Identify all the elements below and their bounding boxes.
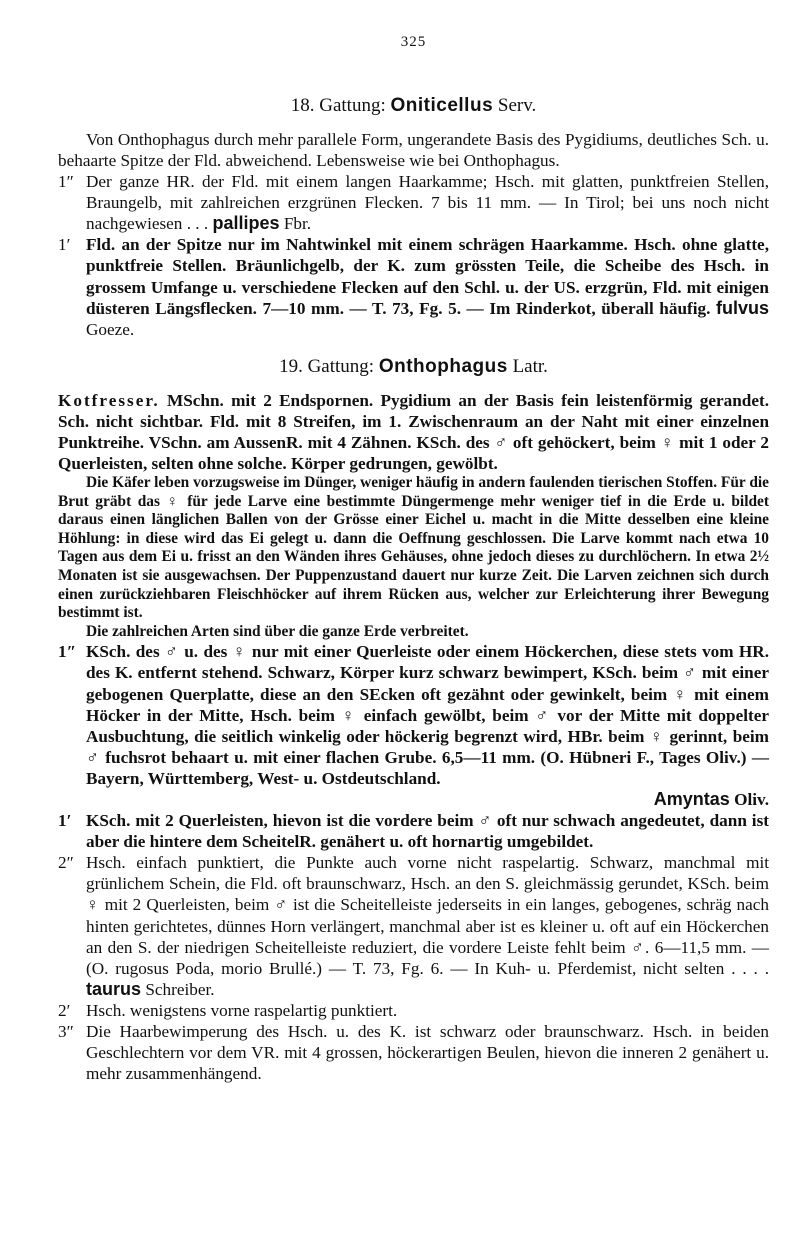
key-text: KSch. mit 2 Querleisten, hievon ist die vordere beim ♂ oft nur schwach angedeutet, dann ist aber die hintere dem ScheitelR. genähert u. oft hornartig umgebildet. <box>86 811 769 852</box>
genus-name: Oniticellus <box>390 95 494 116</box>
key-entry <box>58 852 769 1000</box>
species-name: fulvus <box>716 297 770 318</box>
key-number: 1′ <box>58 811 72 831</box>
key-entry <box>58 1000 769 1021</box>
description-text: MSchn. mit 2 Endspornen. Pygidium an der Basis fein leistenförmig gerandet. Sch. nicht sichtbar. Fld. mit 8 Streifen, im 1. Zwischenraum an der Naht mit einer einzelnen Punktreihe. VSchn. am AussenR. mit 4 Zähnen. KSch. des ♂ oft gehöckert, beim ♀ mit 1 oder 2 Querleisten, selten ohne solche. Körper gedrungen, gewölbt. <box>58 390 769 473</box>
species-author: Schreiber. <box>145 979 215 999</box>
key-number: 2″ <box>58 853 74 873</box>
key-entry <box>58 171 769 234</box>
species-name: Amyntas <box>653 789 730 809</box>
genus-name: Onthophagus <box>378 355 508 377</box>
genus-author: Latr. <box>512 355 548 377</box>
genus-heading-oniticellus <box>58 95 769 117</box>
distribution-paragraph: Die zahlreichen Arten sind über die ganze Erde verbreitet. <box>86 622 469 640</box>
key-text: Hsch. wenigstens vorne raspelartig punktiert. <box>86 1000 398 1020</box>
genus-description <box>58 390 769 474</box>
description-lead: Kotfresser. <box>58 390 160 410</box>
page-number: 325 <box>400 34 427 50</box>
key-number: 2′ <box>58 1000 71 1020</box>
genus-prefix: 19. Gattung: <box>279 355 375 377</box>
genus-prefix: 18. Gattung: <box>290 95 386 116</box>
key-text: Die Haarbewimperung des Hsch. u. des K. ist schwarz oder braunschwarz. Hsch. in beiden Geschlechtern vor dem VR. mit 4 grossen, höckerartigen Beulen, hievon die inneren 2 genähert u. mehr zusammenhängend. <box>86 1022 769 1084</box>
key-number: 3″ <box>58 1022 74 1042</box>
species-name: pallipes <box>212 213 280 234</box>
key-number: 1′ <box>58 235 71 255</box>
species-author: Oliv. <box>734 790 769 809</box>
key-text: Fld. an der Spitze nur im Nahtwinkel mit einem schrägen Haarkamme. Hsch. ohne glatte, punktfreie Stellen. Bräunlichgelb, der K. zum grössten Teile, die Scheibe des Hsch. in grossem Umfange u. verschiedene Flecken auf den Schl. u. der US. erzgrün, Fld. mit einigen düsteren Längsflecken. 7—10 mm. — T. 73, Fg. 5. — Im Rinderkot, überall häufig. <box>86 235 769 318</box>
genus-intro-paragraph: Von Onthophagus durch mehr parallele Form, ungerandete Basis des Pygidiums, deutliches Sch. u. behaarte Spitze der Fld. abweichend. Lebensweise wie bei Onthophagus. <box>58 129 769 170</box>
key-text: KSch. des ♂ u. des ♀ nur mit einer Querleiste oder einem Höckerchen, diese stets vom HR. des K. entfernt stehend. Schwarz, Körper kurz schwarz bewimpert, KSch. beim ♂ mit einer gebogenen Querplatte, diese an den SEcken oft gezähnt oder gewinkelt, beim ♀ mit einem Höcker in der Mitte, Hsch. beim ♀ einfach gewölbt, beim ♂ vor der Mitte mit doppelter Ausbuchtung, die seitlich winkelig oder höckerig begrenzt wird, HBr. beim ♀ gerinnt, beim ♂ fuchsrot behaart u. mit einer flachen Grube. 6,5—11 mm. (O. Hübneri F., Tages Oliv.) — Bayern, Württemberg, West- u. Ostdeutschland. <box>86 642 769 788</box>
species-name: taurus <box>86 978 142 999</box>
species-author: Goeze. <box>86 319 135 339</box>
species-author: Fbr. <box>283 214 312 234</box>
genus-author: Serv. <box>497 95 537 116</box>
key-text: Der ganze HR. der Fld. mit einem langen Haarkamme; Hsch. mit glatten, punktfreien Stellen, Braungelb, mit zahlreichen erzgrünen Flecken. 7 bis 11 mm. — In Tirol; bei uns noch nicht nachgewiesen . . . <box>86 172 769 234</box>
key-number: 1″ <box>58 172 74 192</box>
key-entry <box>58 810 769 852</box>
key-entry <box>58 234 769 339</box>
key-text: Hsch. einfach punktiert, die Punkte auch vorne nicht raspelartig. Schwarz, manchmal mit grünlichem Schein, die Fld. oft braunschwarz, Hsch. an den S. gleichmässig gerundet, KSch. beim ♀ mit 2 Querleisten, beim ♂ ist die Scheitelleiste jederseits in ein langes, gebogenes, schräg nach hinten gerichtetes, dünnes Horn verlängert, manchmal aber ist es kleiner u. oft auf ein Höckerchen an den S. der niedrigen Scheitelleiste reduziert, die vordere Leiste fehlt beim ♂. 6—11,5 mm. — (O. rugosus Poda, morio Brullé.) — T. 73, Fg. 6. — In Kuh- u. Pferdemist, nicht selten . . . . <box>86 853 769 978</box>
genus-heading-onthophagus <box>58 356 769 378</box>
key-entry <box>58 641 769 810</box>
biology-paragraph: Die Käfer leben vorzugsweise im Dünger, weniger häufig in andern faulenden tierischen Stoffen. Für die Brut gräbt das ♀ für jede Larve eine bestimmte Düngermenge mehr weniger tief in die Erde u. bildet daraus einen länglichen Ballen von der Grösse einer Eichel u. macht in die Mitte desselben eine kleine Höhlung: in diese wird das Ei gelegt u. dann die Oeffnung geschlossen. Die Larve kommt nach etwa 10 Tagen aus dem Ei u. frisst an den Wänden ihres Gehäuses, ohne jedoch dieses zu durchlöchern. In etwa 2½ Monaten ist sie ausgewachsen. Der Puppenzustand dauert nur kurze Zeit. Die Larven zeichnen sich durch einen zurückziehbaren Fleischhöcker auf ihrem Rücken aus, welcher zur Erleichterung ihrer Bewegung bestimmt ist. <box>58 474 769 622</box>
key-number: 1″ <box>58 642 77 662</box>
key-entry <box>58 1021 769 1084</box>
